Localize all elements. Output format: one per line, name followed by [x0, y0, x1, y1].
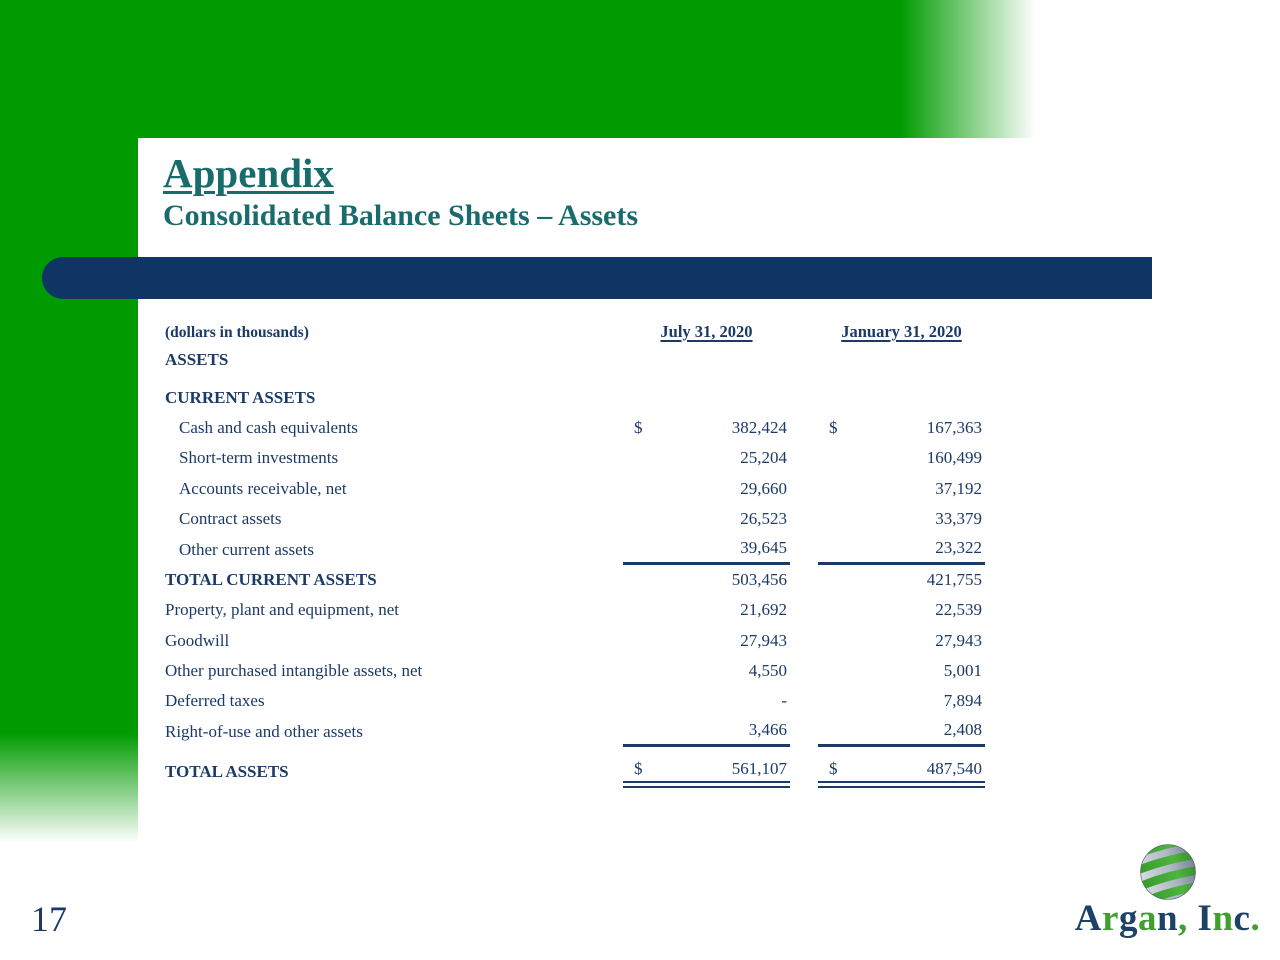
- table-row: [165, 534, 985, 564]
- green-background-top: [0, 0, 1040, 138]
- value: 5,001: [943, 661, 982, 681]
- value-cell: [623, 595, 790, 625]
- wordmark-letter: c: [1233, 898, 1251, 939]
- value-cell: [623, 474, 790, 504]
- table-row: [165, 413, 985, 443]
- value-cell: [818, 565, 985, 595]
- row-label: CURRENT ASSETS: [165, 387, 316, 407]
- globe-icon: [1135, 843, 1201, 901]
- row-label: Deferred taxes: [165, 691, 265, 711]
- wordmark-letter: r: [1102, 898, 1119, 939]
- slide-subtitle: Consolidated Balance Sheets – Assets: [163, 199, 639, 232]
- value-cell: [623, 443, 790, 473]
- company-wordmark: [1070, 897, 1265, 940]
- row-label: Goodwill: [165, 630, 230, 650]
- wordmark-letter: n: [1156, 898, 1179, 939]
- row-label: Other purchased intangible assets, net: [165, 661, 423, 681]
- value-cell: [818, 656, 985, 686]
- value-cell: [623, 413, 790, 443]
- balance-sheet-table: [165, 312, 985, 788]
- value: 23,322: [935, 538, 982, 558]
- table-row: [165, 756, 985, 788]
- wordmark-letter: ,: [1178, 898, 1188, 939]
- value: 4,550: [748, 661, 787, 681]
- argan-logo: [1070, 843, 1265, 940]
- wordmark-letter: A: [1074, 898, 1103, 939]
- value-cell: [818, 345, 985, 375]
- units-label: (dollars in thousands): [165, 324, 309, 341]
- value: 25,204: [740, 448, 787, 468]
- value: 39,645: [740, 538, 787, 558]
- table-row: [165, 443, 985, 473]
- value-cell: [818, 534, 985, 564]
- wordmark-letter: .: [1250, 898, 1261, 939]
- value-cell: [623, 686, 790, 716]
- value-cell: [623, 504, 790, 534]
- value: 421,755: [926, 569, 982, 589]
- wordmark-letter: [1188, 898, 1198, 939]
- value-cell: [623, 565, 790, 595]
- row-label: Accounts receivable, net: [179, 478, 347, 498]
- row-label: Cash and cash equivalents: [179, 417, 358, 437]
- value: 26,523: [740, 509, 787, 529]
- table-row: [165, 345, 985, 375]
- table-header-row: [165, 312, 985, 342]
- value: 561,107: [731, 758, 787, 778]
- table-row: [165, 626, 985, 656]
- wordmark-letter: I: [1197, 898, 1213, 939]
- value: 382,424: [731, 417, 787, 437]
- value: 27,943: [935, 630, 982, 650]
- dollar-sign: $: [829, 417, 838, 437]
- wordmark-letter: n: [1212, 898, 1234, 939]
- row-label: TOTAL ASSETS: [165, 762, 289, 782]
- table-row: [165, 686, 985, 716]
- table-row: [165, 717, 985, 747]
- column-header-january: January 31, 2020: [841, 322, 962, 341]
- value: 29,660: [740, 478, 787, 498]
- wordmark-letter: a: [1137, 898, 1157, 939]
- value: 22,539: [935, 600, 982, 620]
- dollar-sign: $: [634, 758, 643, 778]
- value-cell: [818, 443, 985, 473]
- row-label: Short-term investments: [179, 448, 339, 468]
- value: 487,540: [926, 758, 982, 778]
- row-label: Contract assets: [179, 509, 282, 529]
- value: 3,466: [748, 720, 787, 740]
- table-body: [165, 345, 985, 788]
- value-cell: [623, 534, 790, 564]
- value-cell: [818, 474, 985, 504]
- value-cell: [623, 717, 790, 747]
- value-cell: [818, 504, 985, 534]
- value: 37,192: [935, 478, 982, 498]
- value-cell: [818, 756, 985, 788]
- slide-title: Appendix: [163, 150, 334, 196]
- divider-bar: [42, 257, 1152, 299]
- dollar-sign: $: [829, 758, 838, 778]
- value-cell: [623, 756, 790, 788]
- value-cell: [623, 382, 790, 412]
- value: 33,379: [935, 509, 982, 529]
- row-label: Right-of-use and other assets: [165, 721, 363, 741]
- table-row: [165, 565, 985, 595]
- row-label: ASSETS: [165, 350, 229, 370]
- table-row: [165, 595, 985, 625]
- row-label: Property, plant and equipment, net: [165, 600, 400, 620]
- value-cell: [623, 345, 790, 375]
- green-background-left: [0, 0, 138, 845]
- value-cell: [623, 656, 790, 686]
- table-row: [165, 474, 985, 504]
- value: 27,943: [740, 630, 787, 650]
- value: 167,363: [926, 417, 982, 437]
- value-cell: [818, 382, 985, 412]
- wordmark-letter: g: [1118, 898, 1138, 939]
- value: 2,408: [943, 720, 982, 740]
- value-cell: [818, 717, 985, 747]
- title-block: [163, 150, 638, 234]
- row-label: TOTAL CURRENT ASSETS: [165, 569, 377, 589]
- value: 503,456: [731, 569, 787, 589]
- table-row: [165, 504, 985, 534]
- page-number: 17: [31, 899, 67, 939]
- dollar-sign: $: [634, 417, 643, 437]
- value: -: [781, 691, 787, 711]
- value-cell: [818, 413, 985, 443]
- value-cell: [623, 626, 790, 656]
- column-header-july: July 31, 2020: [660, 322, 753, 341]
- value: 21,692: [740, 600, 787, 620]
- table-row: [165, 382, 985, 412]
- value-cell: [818, 626, 985, 656]
- table-row: [165, 656, 985, 686]
- value-cell: [818, 595, 985, 625]
- value: 7,894: [943, 691, 982, 711]
- value: 160,499: [926, 448, 982, 468]
- value-cell: [818, 686, 985, 716]
- row-label: Other current assets: [179, 539, 315, 559]
